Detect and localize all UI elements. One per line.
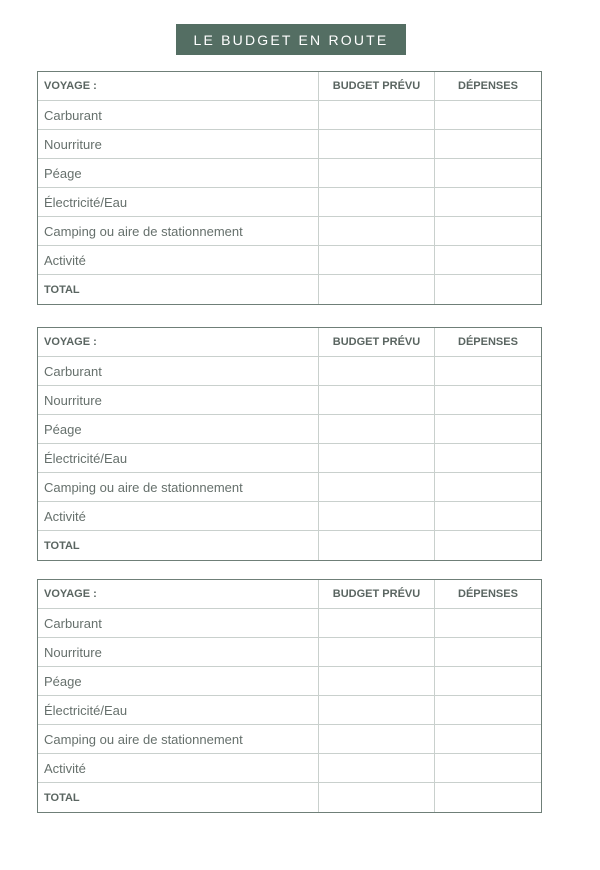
budget-total-cell[interactable] xyxy=(319,531,435,560)
row-label: Électricité/Eau xyxy=(38,444,319,472)
depenses-cell[interactable] xyxy=(435,415,541,443)
row-label: Camping ou aire de stationnement xyxy=(38,217,319,245)
row-label: Électricité/Eau xyxy=(38,188,319,216)
table-header-row xyxy=(38,580,541,609)
column-header-depenses: DÉPENSES xyxy=(458,336,518,348)
table-row xyxy=(38,101,541,130)
budget-cell[interactable] xyxy=(319,386,435,414)
depenses-cell[interactable] xyxy=(435,386,541,414)
depenses-cell[interactable] xyxy=(435,101,541,129)
depenses-total-cell[interactable] xyxy=(435,275,541,304)
table-header-row xyxy=(38,328,541,357)
table-row xyxy=(38,638,541,667)
column-header-depenses: DÉPENSES xyxy=(458,80,518,92)
row-label: Nourriture xyxy=(38,130,319,158)
budget-cell[interactable] xyxy=(319,101,435,129)
budget-cell[interactable] xyxy=(319,609,435,637)
budget-cell[interactable] xyxy=(319,217,435,245)
row-label: Nourriture xyxy=(38,386,319,414)
budget-cell[interactable] xyxy=(319,667,435,695)
depenses-cell[interactable] xyxy=(435,357,541,385)
depenses-cell[interactable] xyxy=(435,130,541,158)
budget-cell[interactable] xyxy=(319,246,435,274)
table-row xyxy=(38,725,541,754)
table-row xyxy=(38,502,541,531)
column-header-budget: BUDGET PRÉVU xyxy=(319,72,435,100)
depenses-cell[interactable] xyxy=(435,217,541,245)
budget-table-1 xyxy=(37,71,542,305)
budget-total-cell[interactable] xyxy=(319,275,435,304)
depenses-total-cell[interactable] xyxy=(435,783,541,812)
column-header-budget: BUDGET PRÉVU xyxy=(319,328,435,356)
row-label: Carburant xyxy=(38,357,319,385)
total-label: TOTAL xyxy=(38,275,319,304)
row-label: Camping ou aire de stationnement xyxy=(38,473,319,501)
budget-total-cell[interactable] xyxy=(319,783,435,812)
table-row xyxy=(38,754,541,783)
budget-cell[interactable] xyxy=(319,188,435,216)
table-row xyxy=(38,159,541,188)
row-label: Péage xyxy=(38,415,319,443)
row-label: Activité xyxy=(38,754,319,782)
column-header-depenses: DÉPENSES xyxy=(458,588,518,600)
depenses-cell[interactable] xyxy=(435,159,541,187)
budget-cell[interactable] xyxy=(319,415,435,443)
table-row xyxy=(38,217,541,246)
depenses-cell[interactable] xyxy=(435,754,541,782)
budget-cell[interactable] xyxy=(319,357,435,385)
table-row xyxy=(38,188,541,217)
budget-table-3 xyxy=(37,579,542,813)
depenses-cell[interactable] xyxy=(435,444,541,472)
budget-cell[interactable] xyxy=(319,754,435,782)
total-label: TOTAL xyxy=(38,531,319,560)
budget-cell[interactable] xyxy=(319,502,435,530)
table-row xyxy=(38,444,541,473)
budget-cell[interactable] xyxy=(319,130,435,158)
table-row xyxy=(38,696,541,725)
depenses-total-cell[interactable] xyxy=(435,531,541,560)
depenses-cell[interactable] xyxy=(435,696,541,724)
row-label: Camping ou aire de stationnement xyxy=(38,725,319,753)
table-row xyxy=(38,667,541,696)
depenses-cell[interactable] xyxy=(435,188,541,216)
table-row xyxy=(38,246,541,275)
depenses-cell[interactable] xyxy=(435,502,541,530)
budget-cell[interactable] xyxy=(319,159,435,187)
row-label: Péage xyxy=(38,159,319,187)
table-row xyxy=(38,357,541,386)
total-label: TOTAL xyxy=(38,783,319,812)
voyage-label: VOYAGE : xyxy=(38,580,319,608)
depenses-cell[interactable] xyxy=(435,725,541,753)
budget-cell[interactable] xyxy=(319,444,435,472)
table-row xyxy=(38,609,541,638)
row-label: Activité xyxy=(38,246,319,274)
depenses-cell[interactable] xyxy=(435,246,541,274)
table-header-row xyxy=(38,72,541,101)
table-row xyxy=(38,386,541,415)
row-label: Électricité/Eau xyxy=(38,696,319,724)
depenses-cell[interactable] xyxy=(435,473,541,501)
budget-cell[interactable] xyxy=(319,696,435,724)
budget-cell[interactable] xyxy=(319,473,435,501)
depenses-cell[interactable] xyxy=(435,638,541,666)
voyage-label: VOYAGE : xyxy=(38,72,319,100)
total-row xyxy=(38,531,541,560)
table-row xyxy=(38,415,541,444)
row-label: Activité xyxy=(38,502,319,530)
budget-cell[interactable] xyxy=(319,638,435,666)
page-title: LE BUDGET EN ROUTE xyxy=(176,24,406,55)
voyage-label: VOYAGE : xyxy=(38,328,319,356)
row-label: Nourriture xyxy=(38,638,319,666)
depenses-cell[interactable] xyxy=(435,609,541,637)
row-label: Carburant xyxy=(38,609,319,637)
total-row xyxy=(38,275,541,304)
table-row xyxy=(38,130,541,159)
budget-table-2 xyxy=(37,327,542,561)
row-label: Péage xyxy=(38,667,319,695)
total-row xyxy=(38,783,541,812)
row-label: Carburant xyxy=(38,101,319,129)
table-row xyxy=(38,473,541,502)
depenses-cell[interactable] xyxy=(435,667,541,695)
budget-cell[interactable] xyxy=(319,725,435,753)
column-header-budget: BUDGET PRÉVU xyxy=(319,580,435,608)
